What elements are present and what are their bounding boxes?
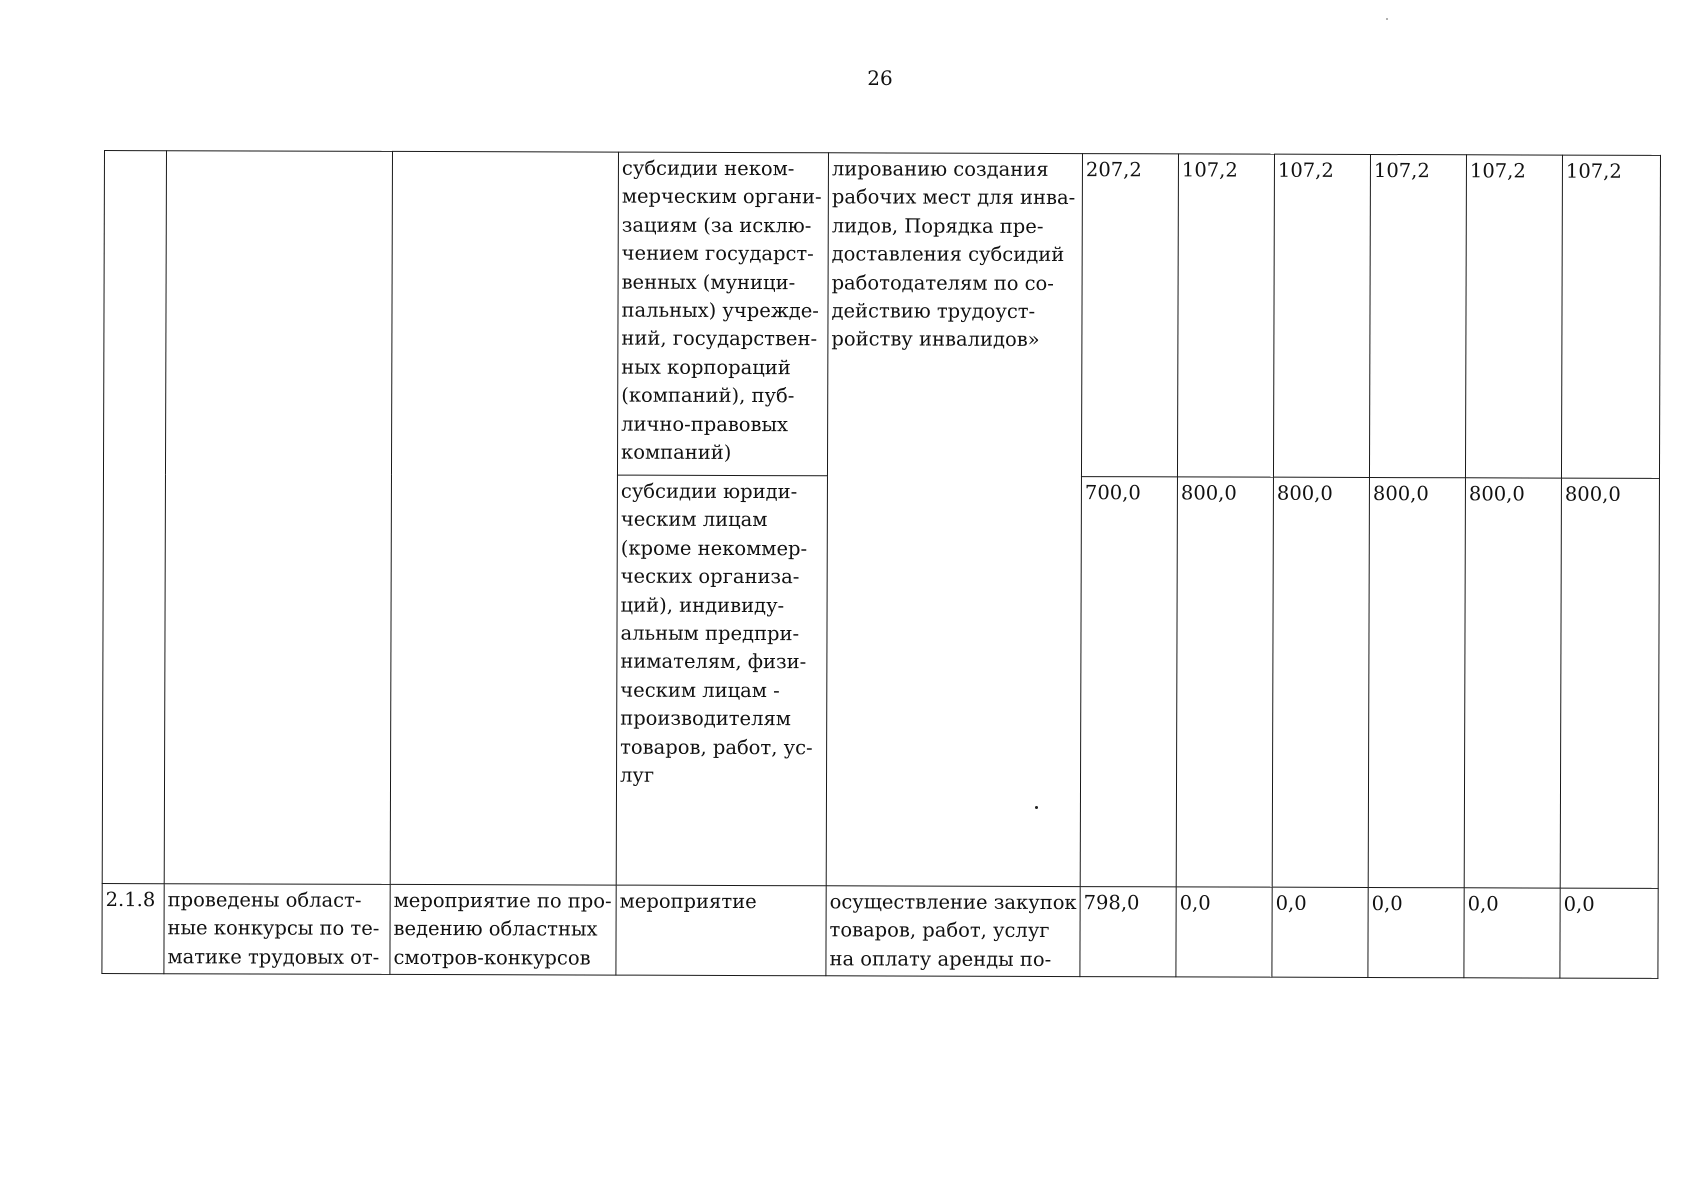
event-cell [390,151,618,885]
value-cell: 0,0 [1368,887,1464,977]
value-cell: 107,2 [1273,154,1370,477]
value-cell: 800,0 [1368,477,1465,887]
item-number-cell: 2.1.8 [102,883,164,973]
event-cell: мероприятие по про- ведению областных смотров-конкурсов [390,884,616,975]
value-cell: 0,0 [1272,887,1368,977]
value-cell: 0,0 [1464,888,1560,978]
value-cell: 800,0 [1464,478,1561,888]
result-cell: проведены област- ные конкурсы по те- матике трудовых от- [164,884,390,975]
value-cell: 107,2 [1561,155,1660,478]
value-cell: 800,0 [1176,477,1273,887]
item-number-cell [102,151,166,884]
value-cell: 800,0 [1560,478,1659,888]
value-cell: 0,0 [1560,888,1658,978]
expense-type-cell: субсидии юриди- ческим лицам (кроме некоммер- ческих организа- ций), индивиду- альным предпри- нимателям, физи- ческим лицам - производителям товаров, работ, ус- луг [616,475,827,886]
value-cell: 207,2 [1081,154,1178,477]
value-cell: 800,0 [1272,477,1369,887]
budget-table [101,150,1661,979]
direction-cell: осуществление закупок товаров, работ, услуг на оплату аренды по- [826,886,1080,977]
value-cell: 107,2 [1369,154,1466,477]
direction-cell: лированию создания рабочих мест для инва- лидов, Порядка пре- доставления субсидий работодателям по со- действию трудоуст- ройству инвалидов» [826,153,1082,887]
table-row [102,883,1658,978]
expense-type-cell: субсидии неком- мерческим органи- зациям (за исклю- чением государст- венных (муници- пальных) учрежде- ний, государствен- ных корпораций (компаний), пуб- лично-правовых компаний) [617,152,828,476]
page-number: 26 [867,66,893,90]
value-cell: 107,2 [1465,155,1562,478]
value-cell: 700,0 [1080,477,1177,887]
scan-speck [1386,18,1388,20]
table-row [103,151,1660,479]
value-cell: 0,0 [1176,887,1272,977]
expense-type-cell: мероприятие [616,885,826,976]
value-cell: 107,2 [1177,154,1274,477]
value-cell: 798,0 [1080,887,1176,977]
result-cell [164,151,392,885]
scan-speck [1035,806,1038,809]
